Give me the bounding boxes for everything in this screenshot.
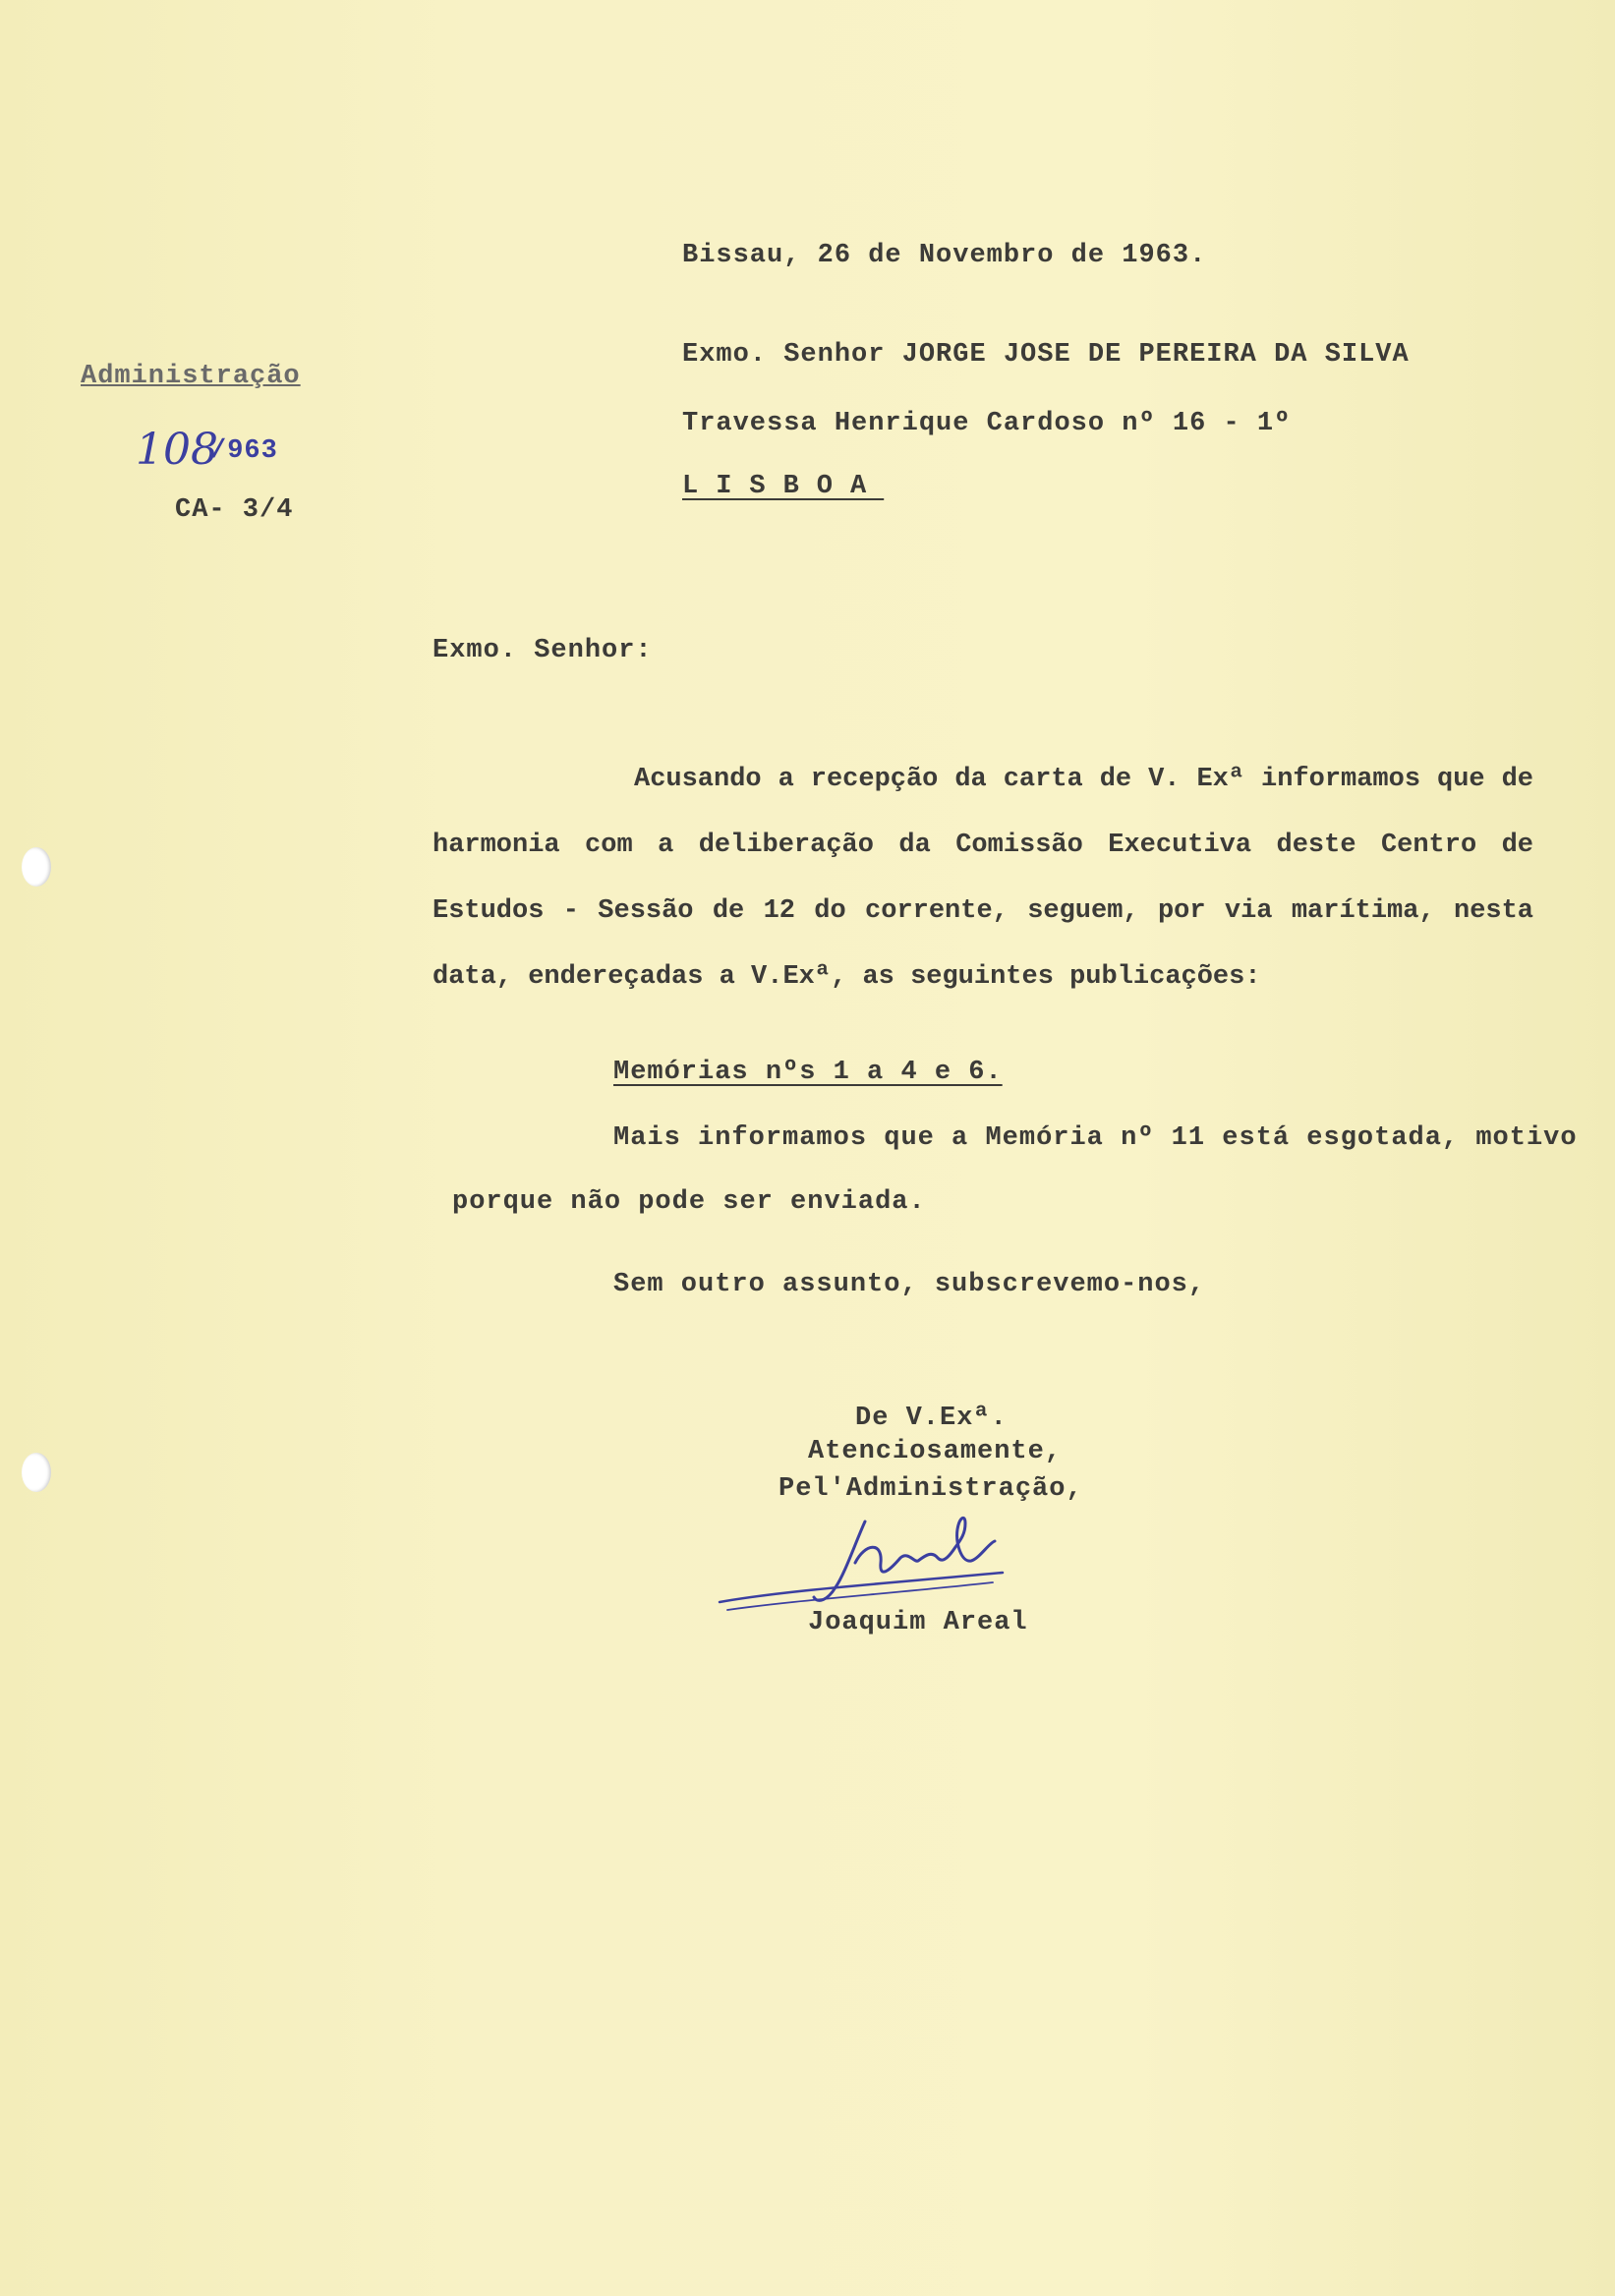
punch-hole-top bbox=[22, 847, 51, 887]
sign-off-line-3: Pel'Administração, bbox=[779, 1474, 1083, 1504]
body-paragraph: Acusando a recepção da carta de V. Exª informamos que de harmonia com a deliberação da Comissão Executiva deste Centro de Estudos - Sessão de 12 do corrente, seguem, por via marítima, nesta data, endereçadas a V.Exª, as seguintes publicações: bbox=[433, 765, 1533, 992]
publications-list: Memórias nºs 1 a 4 e 6. bbox=[613, 1058, 1003, 1087]
signatory-name: Joaquim Areal bbox=[808, 1608, 1028, 1637]
sign-off-line-2: Atenciosamente, bbox=[808, 1437, 1063, 1466]
department-label: Administração bbox=[81, 362, 301, 391]
reference-year: /963 bbox=[210, 436, 278, 466]
note-line-1: Mais informamos que a Memória nº 11 está esgotada, motivo bbox=[613, 1123, 1578, 1153]
salutation: Exmo. Senhor: bbox=[433, 636, 653, 665]
recipient-address: Travessa Henrique Cardoso nº 16 - 1º bbox=[682, 409, 1292, 438]
sign-off-line-1: De V.Exª. bbox=[855, 1404, 1008, 1433]
date-line: Bissau, 26 de Novembro de 1963. bbox=[682, 241, 1207, 270]
recipient-city: LISBOA bbox=[682, 472, 885, 501]
reference-number-handwritten: 108 bbox=[136, 425, 218, 475]
note-line-2: porque não pode ser enviada. bbox=[452, 1187, 926, 1217]
recipient-name: Exmo. Senhor JORGE JOSE DE PEREIRA DA SILVA bbox=[682, 340, 1410, 370]
reference-code: CA- 3/4 bbox=[175, 495, 294, 525]
punch-hole-bottom bbox=[22, 1453, 51, 1492]
closing-line: Sem outro assunto, subscrevemo-nos, bbox=[613, 1270, 1206, 1299]
